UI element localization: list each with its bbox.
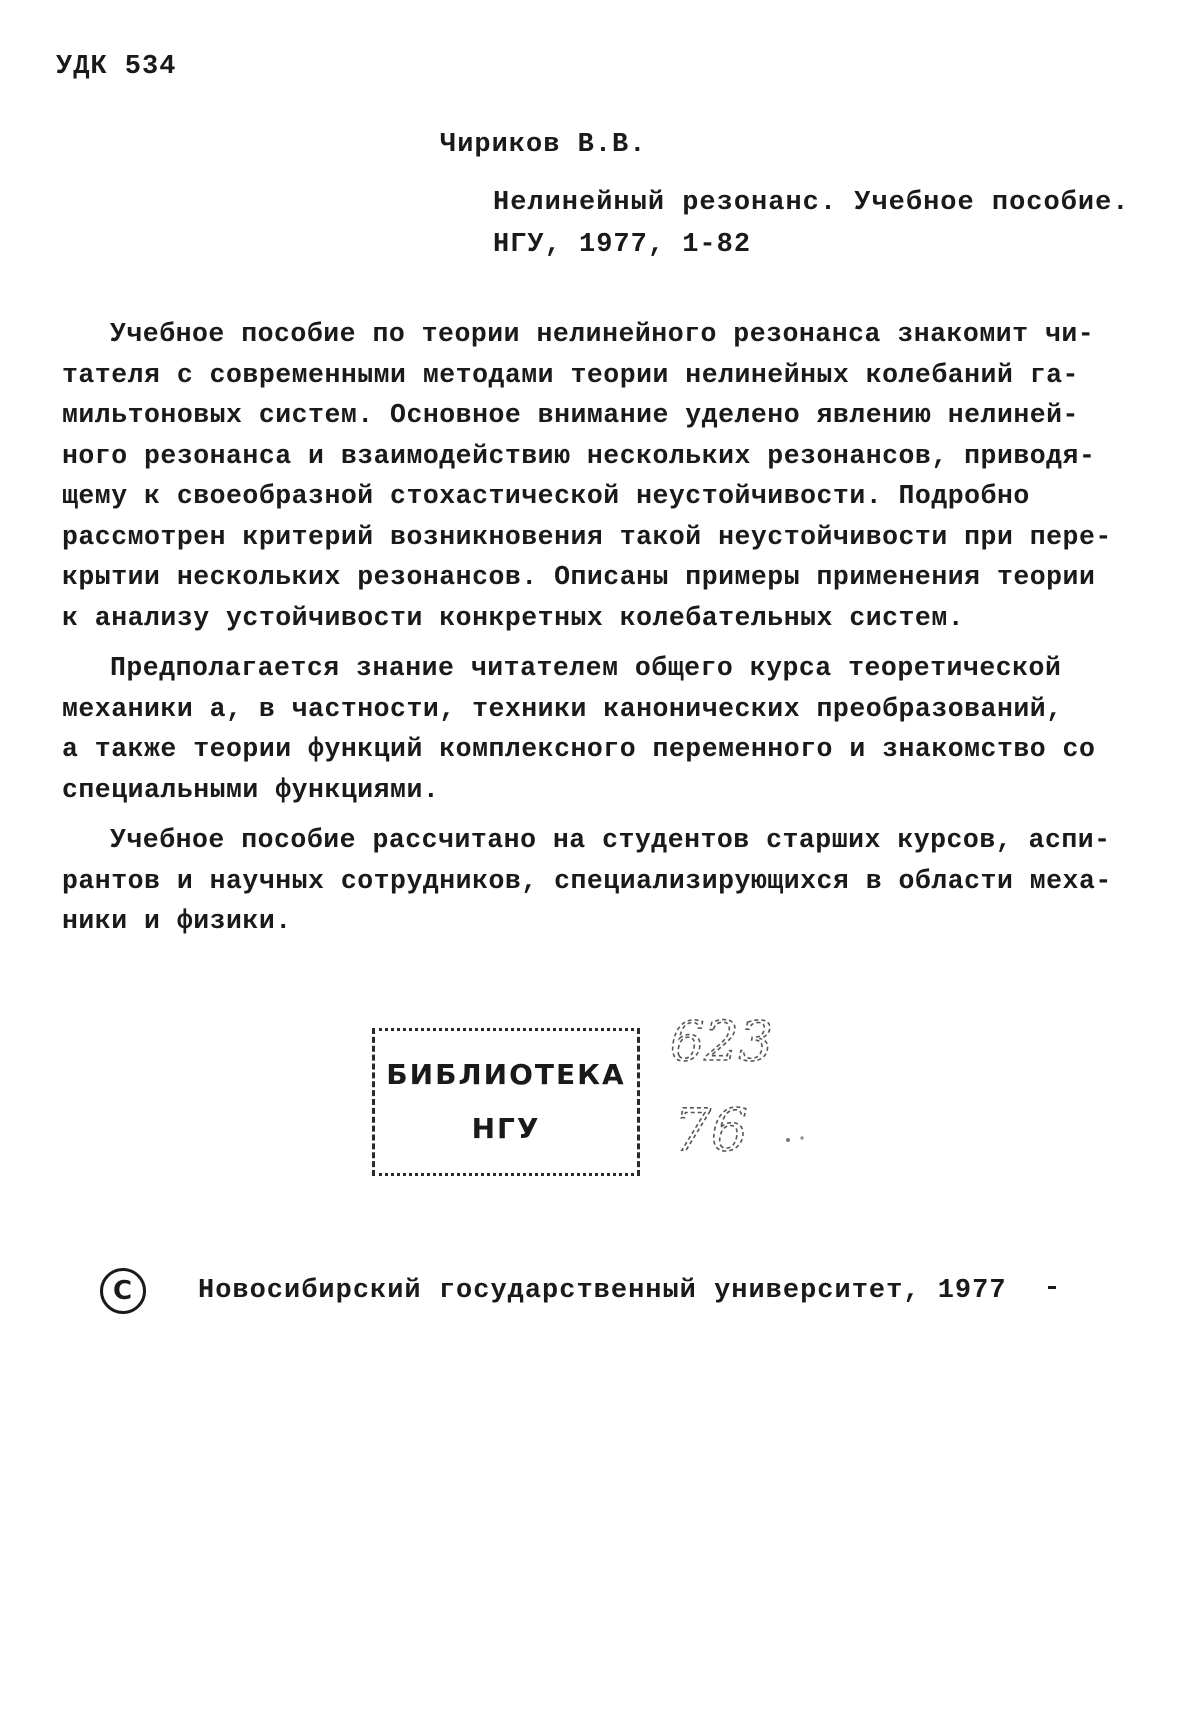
abstract-line: Учебное пособие по теории нелинейного резонанса знакомит чи- [110, 319, 1095, 349]
abstract-line: ники и физики. [62, 906, 292, 936]
abstract-line: Предполагается знание читателем общего курса теоретической [110, 653, 1062, 683]
author-name: Чириков В.В. [440, 130, 647, 160]
abstract-line: тателя с современными методами теории нелинейных колебаний га- [62, 359, 1079, 390]
ink-dot [786, 1138, 790, 1142]
abstract-line: щему к своеобразной стохастической неустойчивости. Подробно [62, 481, 1030, 511]
stamp-border [372, 1028, 640, 1176]
copyright-line [100, 1268, 1007, 1314]
copyright-icon: C [100, 1268, 146, 1314]
title-line-2: НГУ, 1977, 1-82 [493, 230, 752, 260]
abstract [62, 314, 1122, 952]
abstract-line: крытии нескольких резонансов. Описаны примеры применения теории [62, 562, 1096, 592]
library-stamp [372, 1028, 640, 1176]
copyright-text: Новосибирский государственный университет, 1977 [198, 1276, 1007, 1306]
abstract-line: ного резонанса и взаимодействию нескольких резонансов, приводя- [62, 440, 1096, 471]
abstract-paragraph-1 [62, 314, 1122, 638]
ink-dot [800, 1136, 803, 1139]
title-line-1: Нелинейный резонанс. Учебное пособие. [493, 188, 1130, 218]
abstract-line: Учебное пособие рассчитано на студентов старших курсов, аспи- [110, 825, 1111, 855]
handwritten-line-1: 623 [670, 1010, 774, 1073]
bibliographic-title [493, 182, 1130, 266]
abstract-line: рантов и научных сотрудников, специализирующихся в области меха- [62, 865, 1112, 896]
abstract-line: а также теории функций комплексного переменного и знакомство со [62, 734, 1096, 764]
handwritten-line-2: 76 [674, 1096, 748, 1164]
abstract-line: рассмотрен критерий возникновения такой неустойчивости при пере- [62, 521, 1112, 552]
handwritten-note [660, 1000, 880, 1180]
abstract-line: специальными функциями. [62, 774, 440, 805]
abstract-line: мильтоновых систем. Основное внимание уделено явлению нелиней- [62, 400, 1079, 430]
scan-speck [1048, 1286, 1056, 1289]
stamp-label-library: БИБЛИОТЕКА [386, 1058, 626, 1091]
abstract-paragraph-3 [62, 820, 1122, 942]
stamp-label-university: НГУ [471, 1112, 541, 1145]
abstract-line: механики а, в частности, техники канонических преобразований, [62, 693, 1063, 724]
udk-code: УДК 534 [56, 52, 177, 82]
abstract-paragraph-2 [62, 648, 1122, 810]
abstract-line: к анализу устойчивости конкретных колебательных систем. [62, 602, 965, 633]
